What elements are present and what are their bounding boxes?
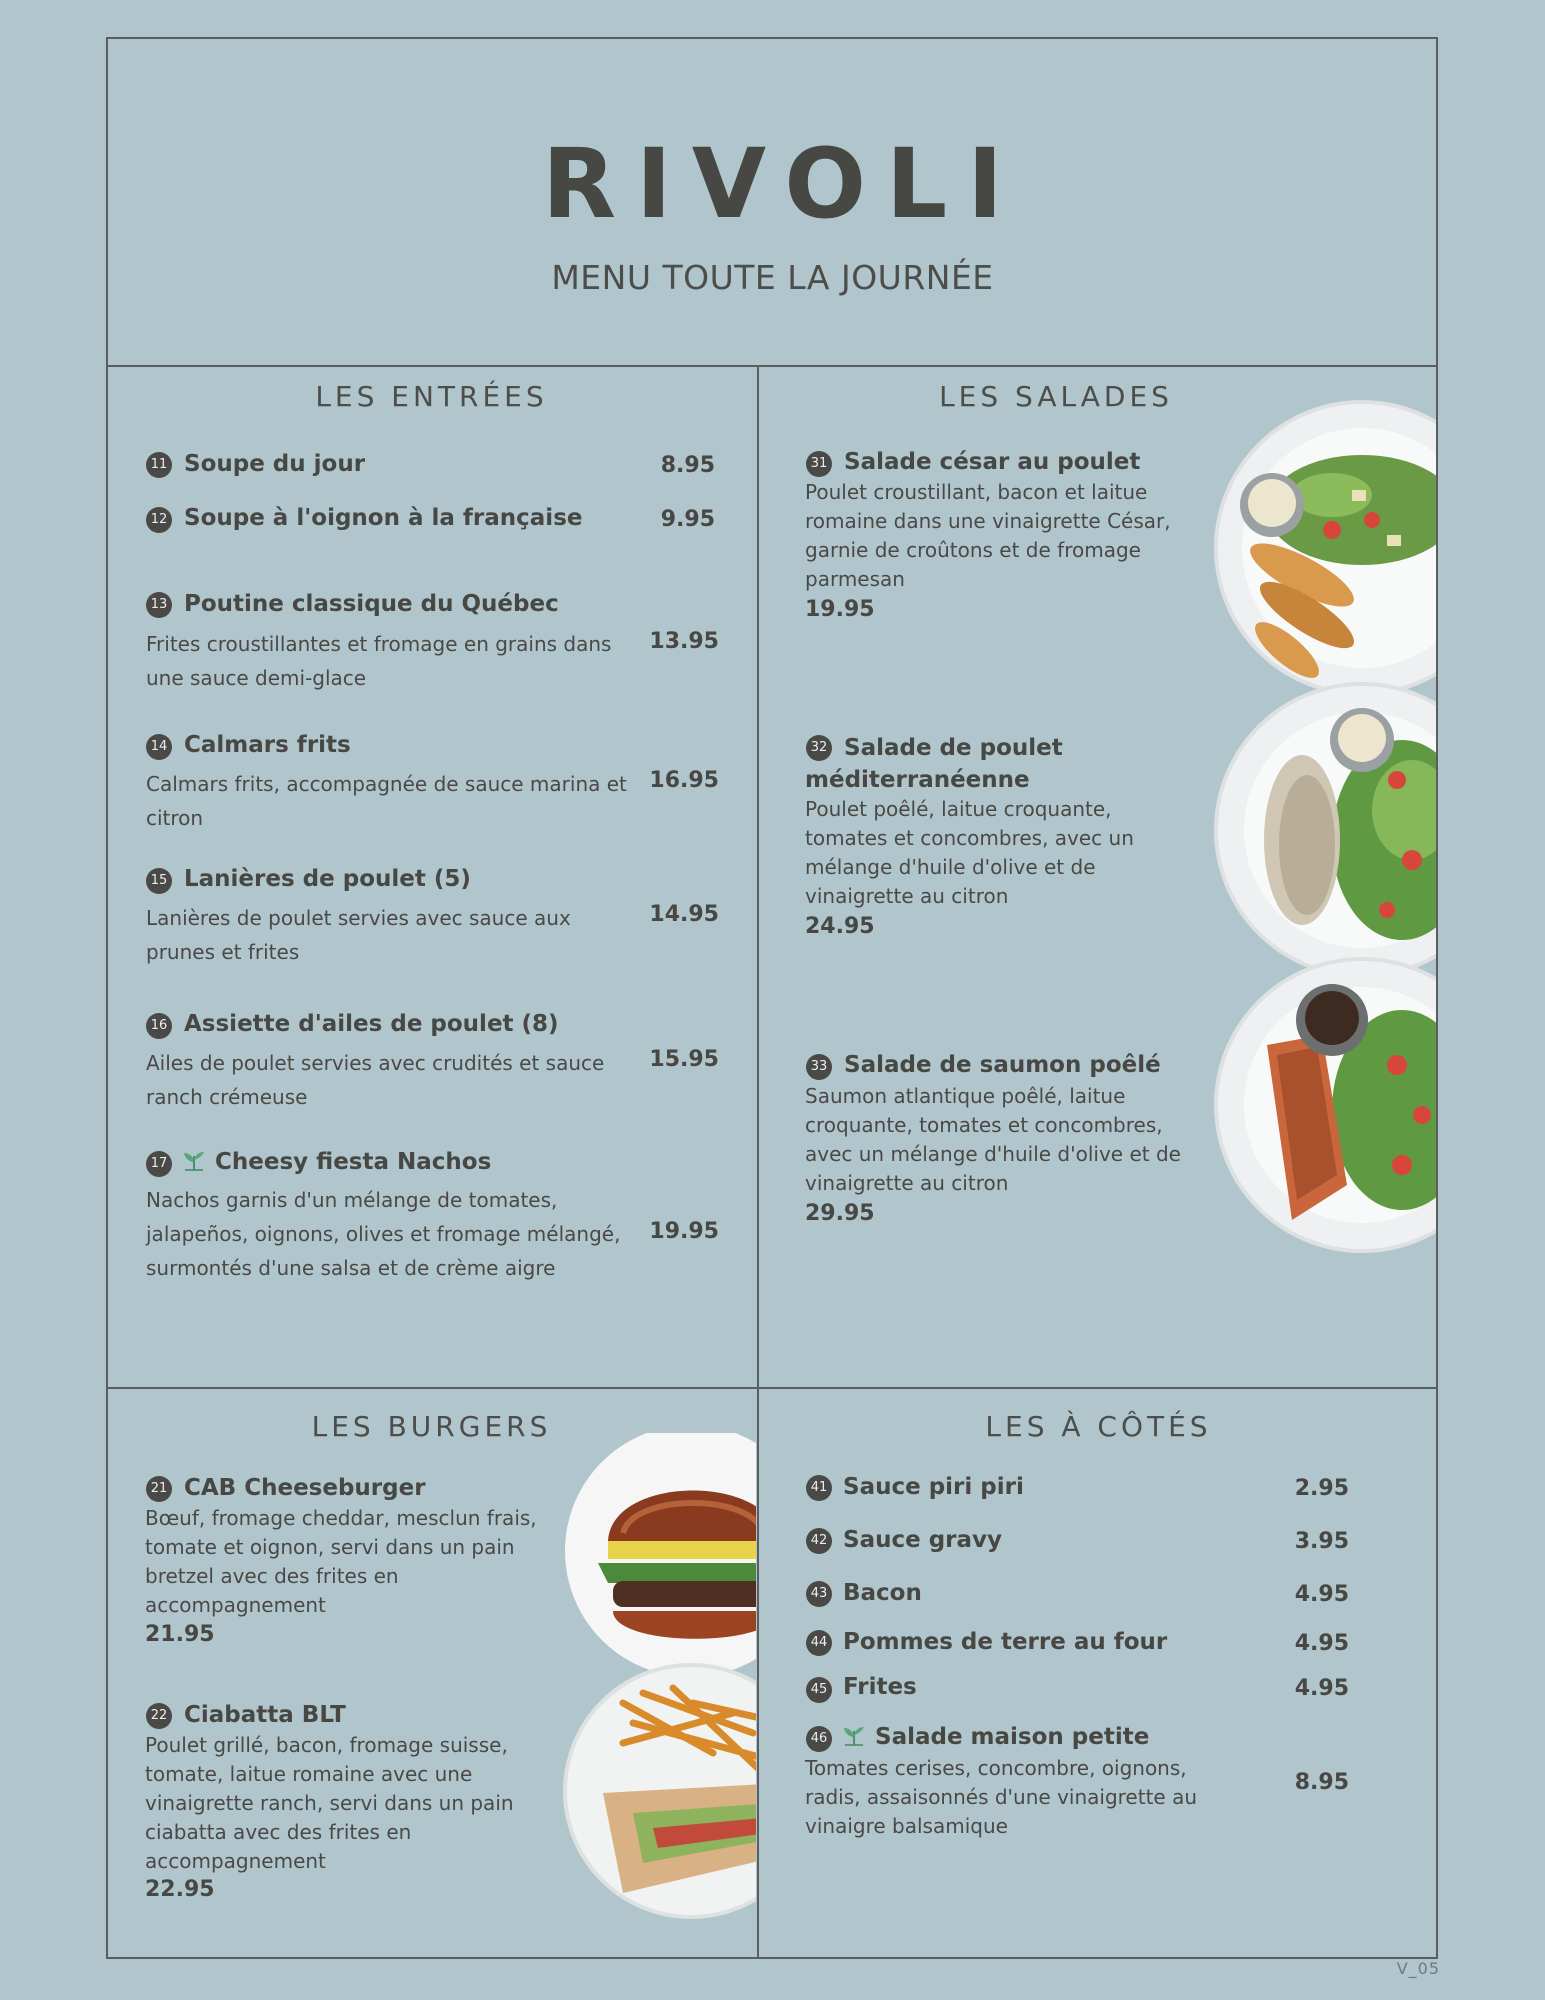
middle-divider bbox=[106, 1387, 1438, 1389]
item-name bbox=[181, 1149, 491, 1175]
item-price: 29.95 bbox=[805, 1201, 875, 1226]
item-price: 19.95 bbox=[805, 597, 875, 622]
item-description: Frites croustillantes et fromage en grains dans une sauce demi-glace bbox=[146, 632, 612, 690]
item-name: Lanières de poulet (5) bbox=[184, 866, 471, 892]
item-name: Sauce gravy bbox=[843, 1527, 1003, 1553]
item-price: 15.95 bbox=[649, 1047, 719, 1072]
item-name bbox=[841, 1724, 1149, 1750]
item-description: Ailes de poulet servies avec crudités et sauce ranch crémeuse bbox=[146, 1051, 605, 1109]
item-number: 43 bbox=[806, 1581, 832, 1607]
item-number: 41 bbox=[806, 1475, 832, 1501]
section-title-entrees: LES ENTRÉES bbox=[315, 380, 548, 413]
item-description: Bœuf, fromage cheddar, mesclun frais, tomate et oignon, servi dans un pain bretzel avec des frites en accompagnement bbox=[145, 1506, 537, 1617]
item-name: Bacon bbox=[843, 1580, 922, 1606]
item-number: 15 bbox=[146, 868, 172, 894]
cheeseburger-image bbox=[563, 1433, 756, 1683]
item-name: Salade de saumon poêlé bbox=[844, 1052, 1161, 1078]
item-name: Sauce piri piri bbox=[843, 1474, 1024, 1500]
item-price: 16.95 bbox=[649, 768, 719, 793]
section-title-cotes: LES À CÔTÉS bbox=[985, 1410, 1212, 1443]
section-title-burgers: LES BURGERS bbox=[311, 1410, 552, 1443]
item-price: 9.95 bbox=[660, 507, 715, 532]
item-description: Poulet grillé, bacon, fromage suisse, tomate, laitue romaine avec une vinaigrette ranch, servi dans un pain ciabatta avec des frites en accompagnement bbox=[145, 1733, 514, 1873]
item-number: 42 bbox=[806, 1528, 832, 1554]
item-price: 3.95 bbox=[1294, 1529, 1349, 1554]
item-name: Soupe du jour bbox=[184, 451, 366, 477]
item-price: 22.95 bbox=[145, 1877, 215, 1902]
version-label: V_05 bbox=[1396, 1959, 1440, 1978]
item-name: Soupe à l'oignon à la française bbox=[184, 505, 583, 531]
burger-images bbox=[563, 1433, 756, 1933]
item-number: 17 bbox=[146, 1151, 172, 1177]
salad-images bbox=[1212, 400, 1436, 1270]
item-name-text: Salade maison petite bbox=[875, 1724, 1150, 1750]
item-price: 19.95 bbox=[649, 1219, 719, 1244]
item-name: CAB Cheeseburger bbox=[184, 1475, 426, 1501]
mediterranean-salad-image bbox=[1212, 680, 1436, 980]
item-name: Pommes de terre au four bbox=[843, 1629, 1168, 1655]
item-description: Poulet croustillant, bacon et laitue romaine dans une vinaigrette César, garnie de croûtons et de fromage parmesan bbox=[805, 480, 1171, 591]
salmon-salad-image bbox=[1212, 955, 1436, 1255]
item-number: 31 bbox=[806, 451, 832, 477]
item-description: Saumon atlantique poêlé, laitue croquante, tomates et concombres, avec un mélange d'huile d'olive et de vinaigrette au citron bbox=[805, 1084, 1181, 1195]
item-name: Calmars frits bbox=[184, 732, 351, 758]
item-description: Lanières de poulet servies avec sauce aux prunes et frites bbox=[146, 906, 571, 964]
item-name: Ciabatta BLT bbox=[184, 1702, 346, 1728]
item-name: Salade de poulet méditerranéenne bbox=[805, 735, 1063, 793]
item-price: 4.95 bbox=[1294, 1582, 1349, 1607]
item-number: 32 bbox=[806, 735, 832, 761]
item-number: 12 bbox=[146, 507, 172, 533]
item-description: Poulet poêlé, laitue croquante, tomates et concombres, avec un mélange d'huile d'olive et de vinaigrette au citron bbox=[805, 797, 1134, 908]
item-price: 13.95 bbox=[649, 629, 719, 654]
item-number: 16 bbox=[146, 1013, 172, 1039]
item-number: 22 bbox=[146, 1703, 172, 1729]
item-number: 45 bbox=[806, 1677, 832, 1703]
item-description: Calmars frits, accompagnée de sauce marina et citron bbox=[146, 772, 627, 830]
item-number: 21 bbox=[146, 1476, 172, 1502]
item-price: 8.95 bbox=[660, 453, 715, 478]
menu-subtitle: MENU TOUTE LA JOURNÉE bbox=[551, 258, 994, 297]
item-number: 44 bbox=[806, 1630, 832, 1656]
vegetarian-leaf-icon bbox=[841, 1725, 867, 1747]
item-price: 14.95 bbox=[649, 902, 719, 927]
item-number: 46 bbox=[806, 1726, 832, 1752]
item-name: Frites bbox=[843, 1674, 917, 1700]
item-price: 21.95 bbox=[145, 1622, 215, 1647]
item-price: 2.95 bbox=[1294, 1476, 1349, 1501]
item-name-text: Cheesy fiesta Nachos bbox=[215, 1149, 492, 1175]
vegetarian-leaf-icon bbox=[181, 1150, 207, 1172]
item-price: 8.95 bbox=[1294, 1770, 1349, 1795]
item-number: 13 bbox=[146, 592, 172, 618]
restaurant-title: RIVOLI bbox=[542, 128, 1023, 240]
item-name: Assiette d'ailes de poulet (8) bbox=[184, 1011, 559, 1037]
item-description: Tomates cerises, concombre, oignons, radis, assaisonnés d'une vinaigrette au vinaigre balsamique bbox=[805, 1756, 1198, 1838]
item-name: Salade césar au poulet bbox=[844, 449, 1141, 475]
column-divider bbox=[757, 367, 759, 1959]
header-divider bbox=[106, 365, 1438, 367]
section-title-salades: LES SALADES bbox=[939, 380, 1173, 413]
item-description: Nachos garnis d'un mélange de tomates, jalapeños, oignons, olives et fromage mélangé, surmontés d'une salsa et de crème aigre bbox=[146, 1188, 621, 1280]
item-price: 4.95 bbox=[1294, 1676, 1349, 1701]
item-name: Poutine classique du Québec bbox=[184, 591, 559, 617]
item-price: 4.95 bbox=[1294, 1631, 1349, 1656]
item-number: 11 bbox=[146, 452, 172, 478]
item-number: 14 bbox=[146, 734, 172, 760]
item-price: 24.95 bbox=[805, 914, 875, 939]
item-number: 33 bbox=[806, 1054, 832, 1080]
ciabatta-blt-image bbox=[563, 1663, 756, 1923]
